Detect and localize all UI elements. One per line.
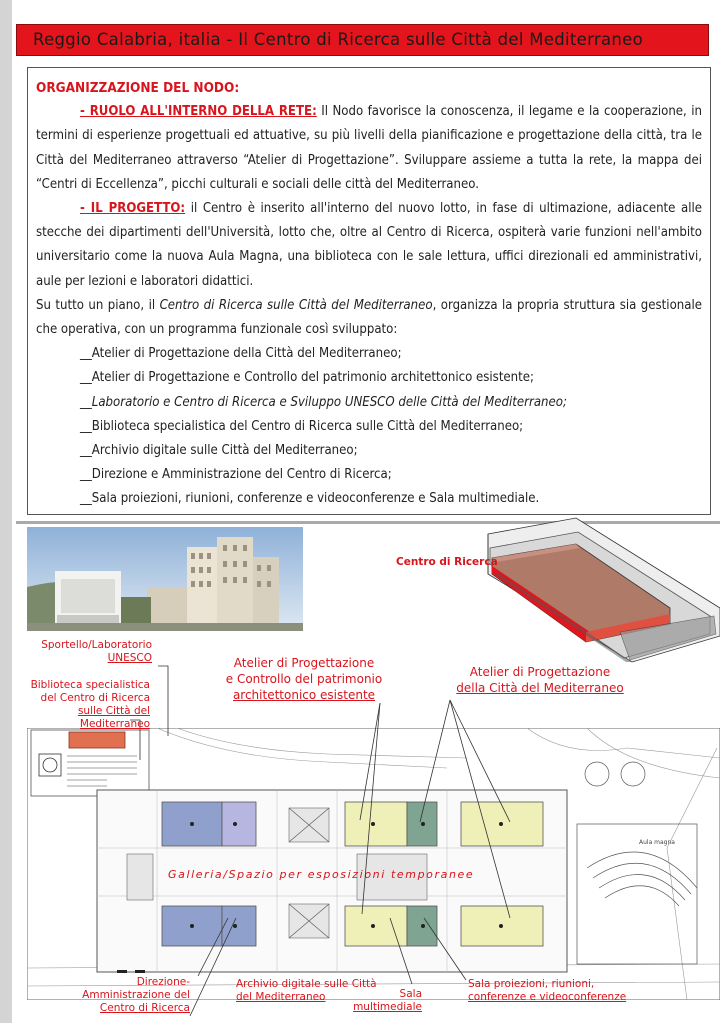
program-list [36, 342, 702, 511]
label-line: Atelier di Progettazione [233, 656, 375, 670]
label-sala-proiezioni [468, 978, 668, 1004]
paragraph-progetto [36, 197, 702, 294]
programma-italic: Centro di Ricerca sulle Città del Mediterraneo [159, 297, 433, 313]
ruolo-text: Il Nodo favorisce la conoscenza, il legame e la cooperazione, in termini di esperienze progettuali ed attuative, su più livelli della pianificazione e progettazione della città, tra le Città del Mediterraneo attraverso “Atelier di Progettazione”. Sviluppare assieme a tutta la rete, la mappa dei “Centri di Eccellenza”, picchi culturali e sociali delle città del Mediterraneo. [36, 104, 702, 192]
iso-label: Centro di Ricerca [396, 556, 498, 568]
page-title: Reggio Calabria, italia - Il Centro di Ricerca sulle Città del Mediterraneo [33, 30, 644, 49]
building-photo [27, 527, 303, 631]
label-sala-multimediale [350, 988, 422, 1014]
list-item: __Atelier di Progettazione e Controllo del patrimonio architettonico esistente; [80, 370, 534, 386]
label-line: del Centro di Ricerca [40, 692, 150, 704]
label-line: Amministrazione del [82, 989, 190, 1001]
label-biblioteca [18, 679, 150, 731]
label-line: del Mediterraneo [236, 991, 326, 1003]
label-line: Biblioteca specialistica [30, 679, 150, 691]
list-item: __Archivio digitale sulle Città del Mediterraneo; [80, 443, 358, 459]
list-item: __Biblioteca specialistica del Centro di Ricerca sulle Città del Mediterraneo; [80, 418, 524, 434]
list-item: __Laboratorio e Centro di Ricerca e Sviluppo UNESCO delle Città del Mediterraneo; [80, 394, 567, 410]
gallery-label: Galleria/Spazio per esposizioni temporanee [168, 868, 475, 881]
programma-text-b: , organizza la propria struttura sia gestionale che operativa, con un programma funzionale così sviluppato: [36, 297, 702, 338]
label-line: Centro di Ricerca [99, 1002, 190, 1014]
label-line: Sportello/Laboratorio [41, 639, 152, 651]
progetto-text: il Centro è inserito all'interno del nuovo lotto, in fase di ultimazione, adiacente alle stecche dei dipartimenti dell'Università, lotto che, oltre al Centro di Ricerca, ospiterà varie funzioni nell'ambito universitario come la nuova Aula Magna, una biblioteca con le sale lettura, uffici direzionali ed amministrativi, aule per lezioni e laboratori didattici. [36, 201, 702, 289]
programma-text-a: Su tutto un piano, il [36, 297, 160, 313]
label-line: Archivio digitale sulle Città [236, 978, 377, 990]
label-atelier-citta [440, 664, 640, 696]
label-line: multimediale [353, 1001, 422, 1013]
list-item: __Atelier di Progettazione della Città del Mediterraneo; [80, 346, 402, 362]
section-heading: ORGANIZZAZIONE DEL NODO: [36, 80, 240, 96]
label-line: Sala proiezioni, riunioni, [468, 978, 595, 990]
label-line: della Città del Mediterraneo [456, 681, 624, 695]
aula-magna-label: Aula magna [639, 839, 675, 846]
description-box [27, 67, 711, 515]
title-banner [16, 24, 709, 56]
ruolo-label: - RUOLO ALL'INTERNO DELLA RETE: [80, 104, 317, 120]
paragraph-programma [36, 294, 702, 342]
label-line: architettonico esistente [232, 688, 376, 702]
label-direzione [60, 976, 190, 1015]
label-sportello [28, 639, 152, 665]
progetto-label: - IL PROGETTO: [80, 201, 186, 217]
label-atelier-controllo [214, 655, 394, 703]
list-item: __Sala proiezioni, riunioni, conferenze e videoconferenze e Sala multimediale. [80, 491, 540, 507]
label-line: sulle Città del Mediterraneo [77, 705, 150, 730]
label-line: Direzione- [136, 976, 190, 988]
label-line: UNESCO [107, 652, 152, 664]
label-line: Atelier di Progettazione [469, 665, 611, 679]
list-item: __Direzione e Amministrazione del Centro di Ricerca; [80, 467, 392, 483]
label-line: Sala [399, 988, 422, 1000]
isometric-diagram [380, 512, 720, 672]
label-line: e Controllo del patrimonio [225, 672, 383, 686]
paragraph-ruolo [36, 100, 702, 197]
floor-plan [27, 728, 720, 1000]
label-line: conferenze e videoconferenze [468, 991, 627, 1003]
